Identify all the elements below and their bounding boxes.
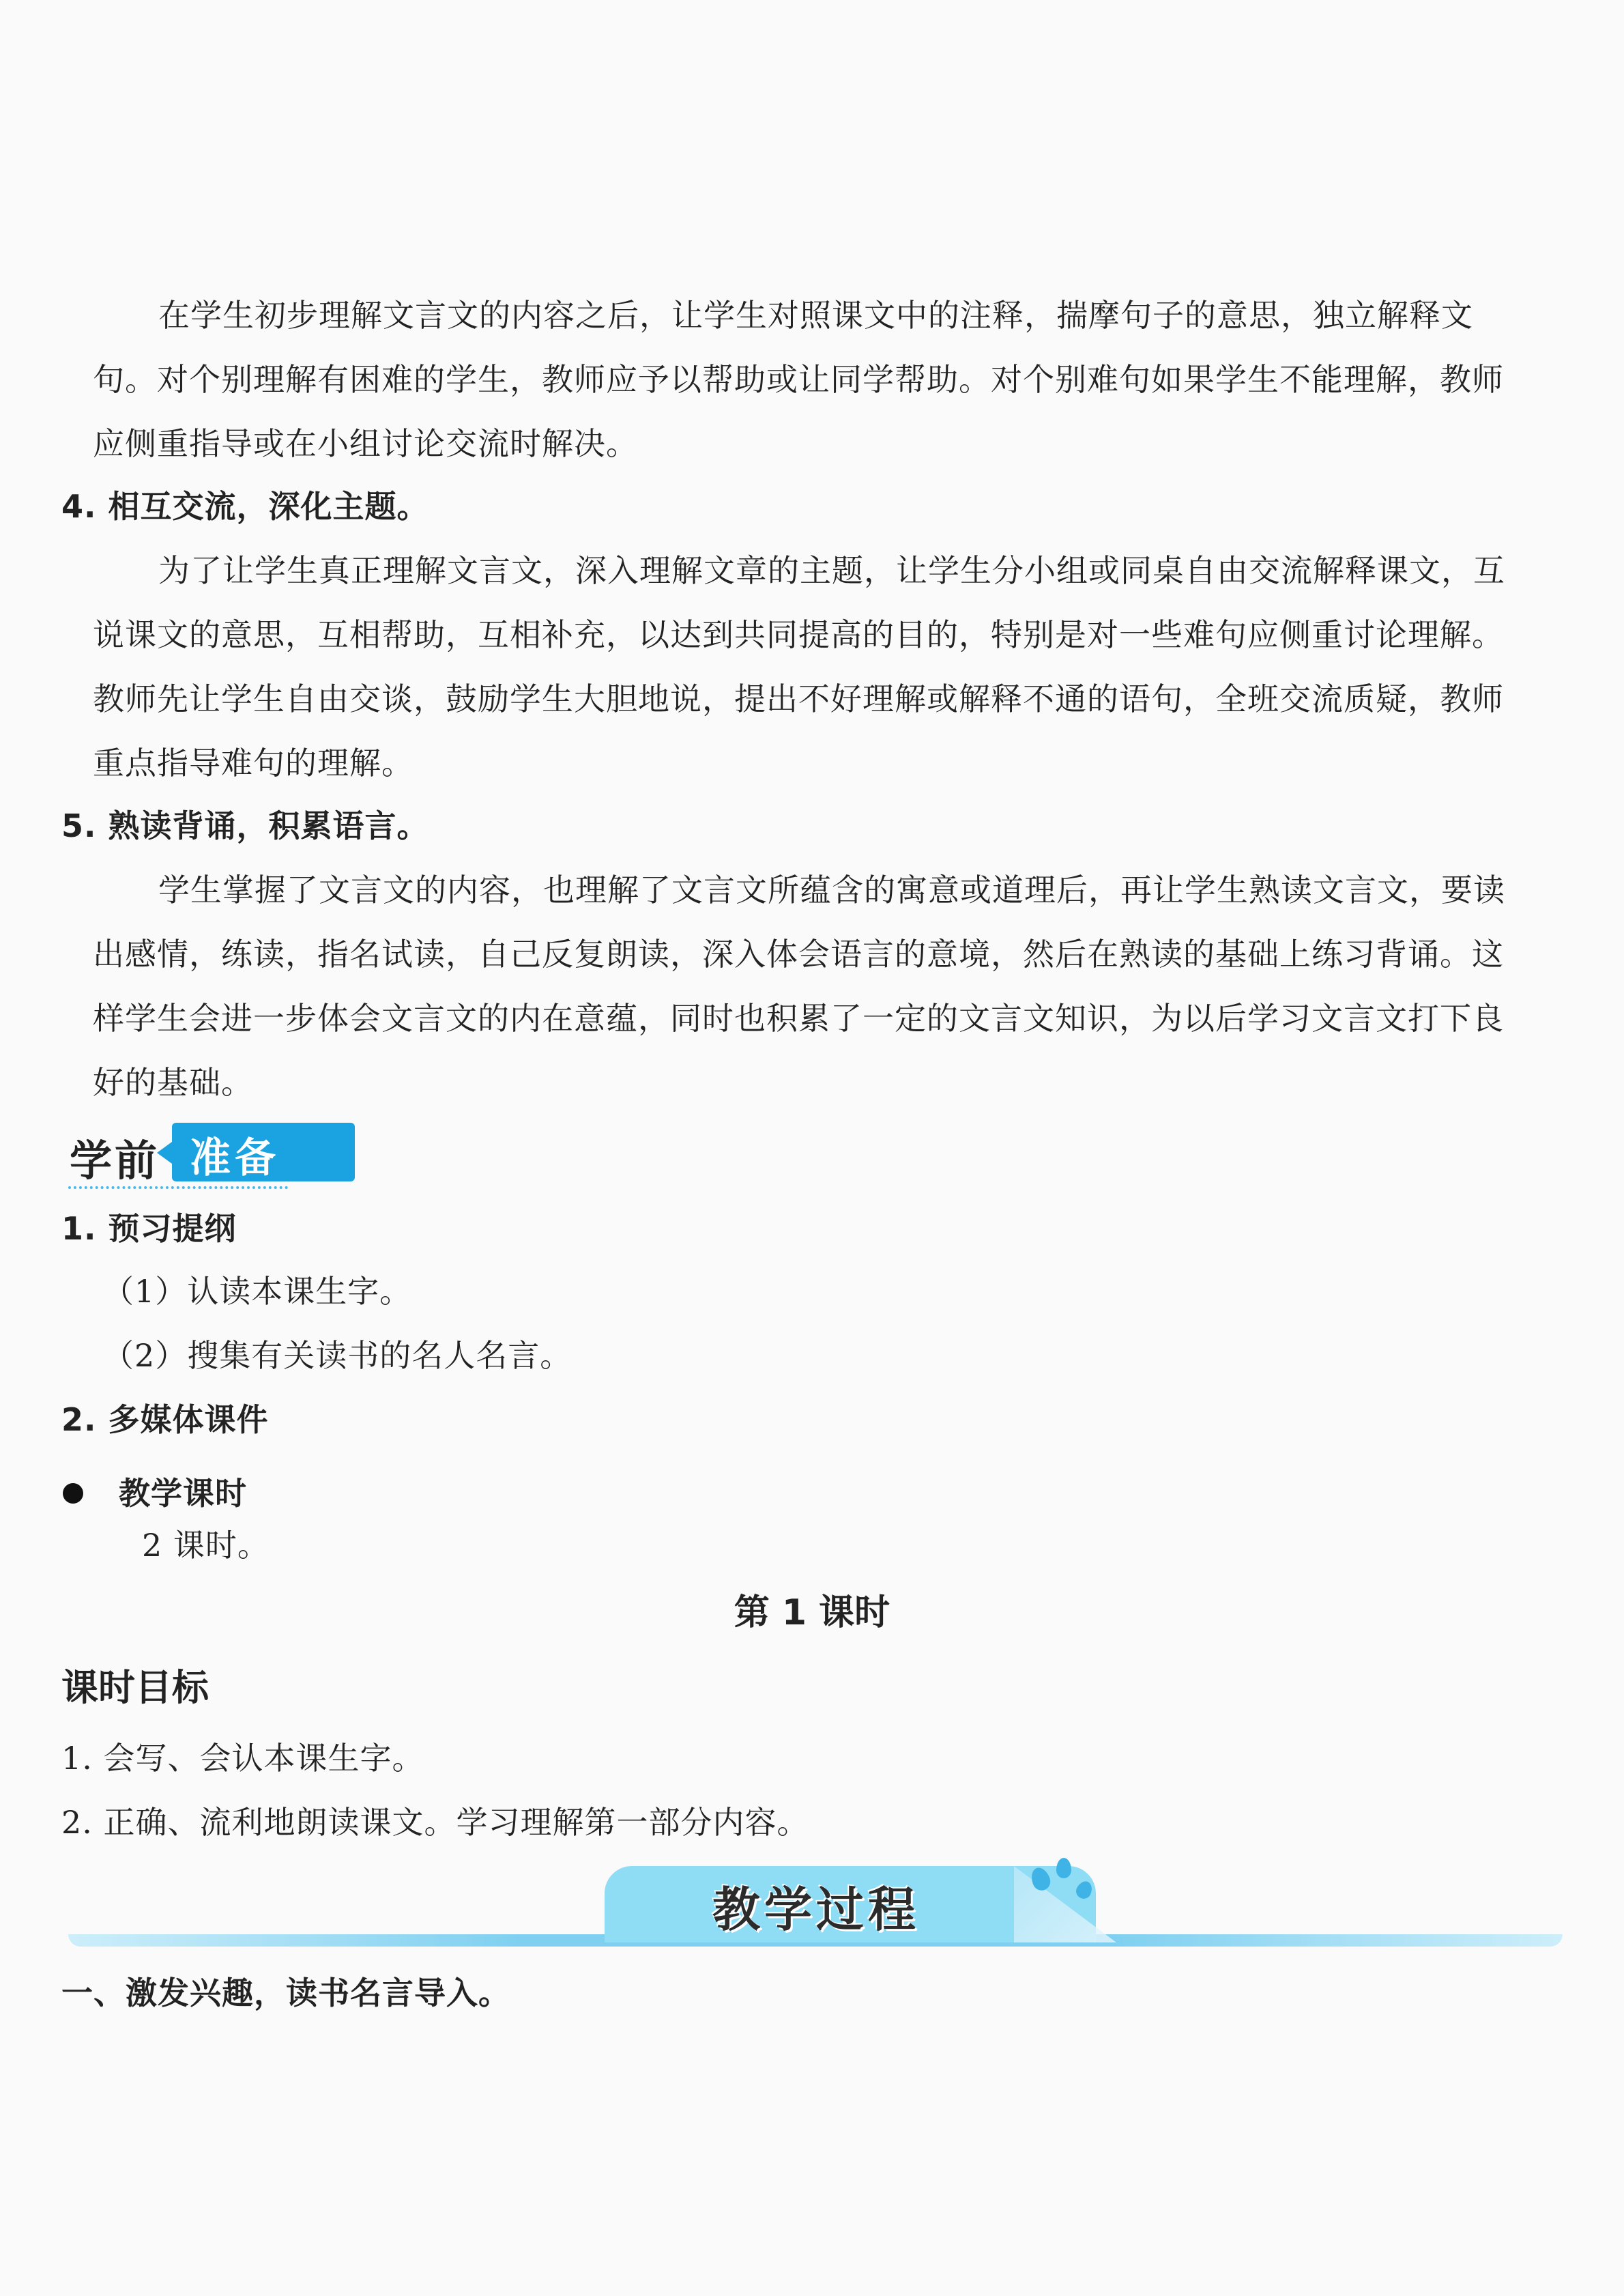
paragraph-line: 出感情，练读，指名试读，自己反复朗读，深入体会语言的意境，然后在熟读的基础上练习背诵。这 [93, 936, 1504, 973]
prep-subitem: （1）认读本课生字。 [102, 1273, 412, 1310]
process-banner-title: 教学过程 [712, 1882, 920, 1938]
process-banner [68, 1862, 1563, 1951]
goals-title: 课时目标 [61, 1666, 209, 1709]
prep-item: 2. 多媒体课件 [61, 1401, 269, 1438]
paragraph-line: 教师先让学生自由交谈，鼓励学生大胆地说，提出不好理解或解释不通的语句，全班交流质疑，教师 [93, 680, 1504, 717]
schedule-title: 教学课时 [119, 1475, 247, 1512]
prep-section-badge [66, 1123, 298, 1188]
prep-badge-label: 学前 [70, 1136, 160, 1186]
paragraph-line: 样学生会进一步体会文言文的内在意蕴，同时也积累了一定的文言文知识，为以后学习文言文打下良 [93, 1000, 1504, 1037]
prep-badge-underline [68, 1186, 288, 1189]
lesson-title: 第 1 课时 [734, 1592, 890, 1633]
paragraph-line: 句。对个别理解有困难的学生，教师应予以帮助或让同学帮助。对个别难句如果学生不能理解，教师 [93, 361, 1504, 398]
schedule-value: 2 课时。 [142, 1527, 270, 1564]
droplet-icon [1056, 1858, 1071, 1878]
paragraph-line: 学生掌握了文言文的内容，也理解了文言文所蕴含的寓意或道理后，再让学生熟读文言文，要读 [158, 872, 1505, 908]
goal-item: 2. 正确、流利地朗读课文。学习理解第一部分内容。 [61, 1804, 809, 1841]
goal-item: 1. 会写、会认本课生字。 [61, 1740, 424, 1777]
section-heading: 5. 熟读背诵，积累语言。 [61, 807, 429, 844]
paragraph-line: 好的基础。 [93, 1064, 253, 1101]
process-step-heading: 一、激发兴趣，读书名言导入。 [61, 1975, 510, 2011]
prep-badge-highlight-label: 准备 [190, 1134, 280, 1182]
paragraph-line: 应侧重指导或在小组讨论交流时解决。 [93, 425, 638, 462]
paragraph-line: 为了让学生真正理解文言文，深入理解文章的主题，让学生分小组或同桌自由交流解释课文，互 [158, 552, 1505, 589]
prep-item: 1. 预习提纲 [61, 1210, 237, 1247]
paragraph-line: 重点指导难句的理解。 [93, 745, 414, 781]
prep-badge-highlight [172, 1123, 355, 1181]
prep-subitem: （2）搜集有关读书的名人名言。 [102, 1337, 572, 1374]
paragraph-line: 说课文的意思，互相帮助，互相补充，以达到共同提高的目的，特别是对一些难句应侧重讨论理解。 [93, 616, 1504, 653]
section-heading: 4. 相互交流，深化主题。 [61, 488, 429, 525]
bullet-icon [63, 1483, 83, 1504]
paragraph-line: 在学生初步理解文言文的内容之后，让学生对照课文中的注释，揣摩句子的意思，独立解释文 [158, 297, 1473, 334]
